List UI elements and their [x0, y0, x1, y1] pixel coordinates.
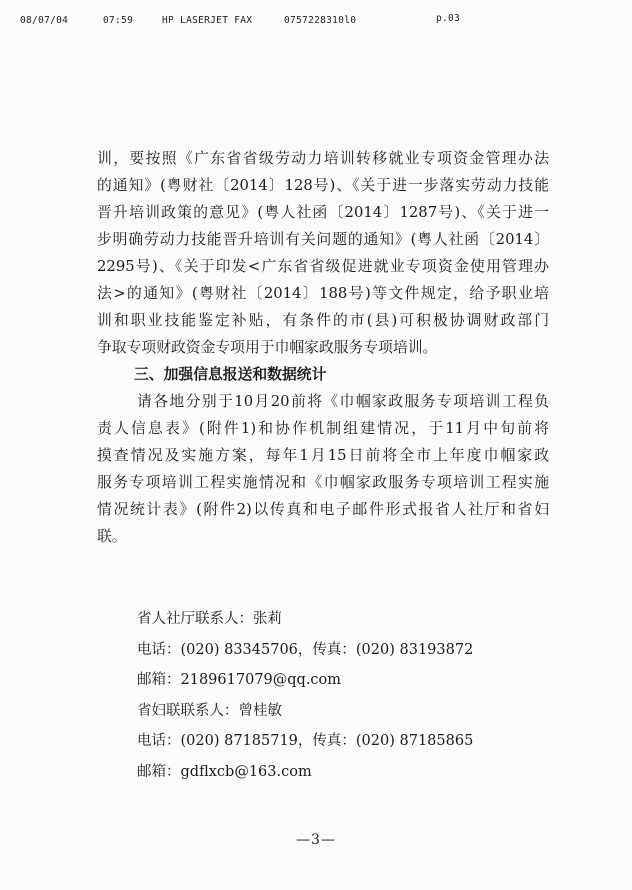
paragraph-line: 摸查情况及实施方案，每年1月15日前将全市上年度巾帼家政 [97, 447, 549, 464]
contact-block [137, 604, 473, 787]
paragraph-line: 联。 [97, 528, 127, 545]
women-federation-contact-person: 省妇联联系人：曾桂敏 [137, 702, 282, 719]
paragraph-line: 情况统计表》(附件2)以传真和电子邮件形式报省人社厅和省妇 [97, 501, 549, 518]
fax-time: 07:59 [103, 15, 134, 26]
fax-page: p.03 [436, 13, 461, 24]
paragraph-line: 训和职业技能鉴定补贴，有条件的市(县)可积极协调财政部门 [97, 312, 549, 329]
paragraph-line: 的通知》(粤财社〔2014〕128号)、《关于进一步落实劳动力技能 [97, 177, 549, 194]
paragraph-line: 训，要按照《广东省省级劳动力培训转移就业专项资金管理办法 [97, 150, 549, 167]
fax-header [0, 10, 632, 30]
section-heading: 三、加强信息报送和数据统计 [134, 366, 327, 383]
paragraph-line: 服务专项培训工程实施情况和《巾帼家政服务专项培训工程实施 [97, 474, 549, 491]
fax-date: 08/07/04 [20, 15, 69, 26]
hrss-email: 邮箱：2189617079@qq.com [137, 672, 342, 688]
paragraph-line: 责人信息表》(附件1)和协作机制组建情况，于11月中旬前将 [97, 420, 549, 437]
paragraph-line: 请各地分别于10月20前将《巾帼家政服务专项培训工程负 [137, 393, 549, 410]
hrss-phone-fax: 电话：(020) 83345706，传真：(020) 83193872 [137, 641, 474, 658]
paragraph-line: 争取专项财政资金专项用于巾帼家政服务专项培训。 [97, 339, 438, 356]
paragraph-line: 晋升培训政策的意见》(粤人社函〔2014〕1287号)、《关于进一 [97, 204, 549, 221]
paragraph-continuation [97, 145, 549, 550]
women-federation-phone-fax: 电话：(020) 87185719，传真：(020) 87185865 [137, 733, 474, 749]
women-federation-email: 邮箱：gdflxcb@163.com [137, 763, 312, 780]
fax-machine: HP LASERJET FAX [162, 15, 253, 26]
page-number: —3— [296, 832, 336, 848]
paragraph-line: 2295号)、《关于印发<广东省省级促进就业专项资金使用管理办 [97, 258, 549, 275]
paragraph-line: 步明确劳动力技能晋升培训有关问题的通知》(粤人社函〔2014〕 [97, 231, 549, 248]
paragraph-line: 法>的通知》(粤财社〔2014〕188号)等文件规定，给予职业培 [97, 285, 549, 302]
hrss-contact-person: 省人社厅联系人：张莉 [137, 611, 282, 627]
fax-number: 0757228310l0 [284, 15, 357, 26]
